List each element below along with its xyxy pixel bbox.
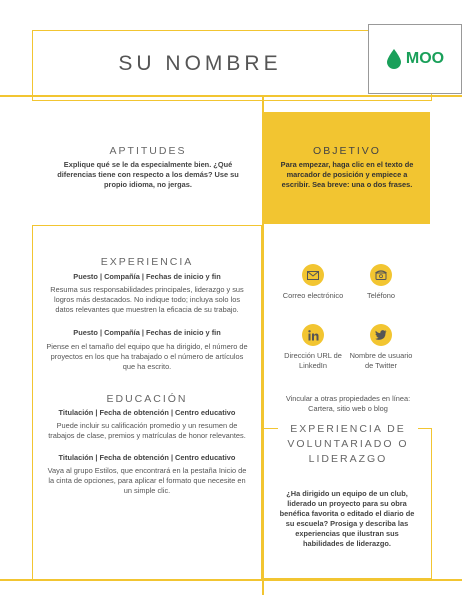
aptitudes-text: Explique qué se le da especialmente bien. ¿Qué diferencias tiene con respecto a los demás? Use su propio idioma, no jergas.: [57, 160, 239, 189]
email-label: Correo electrónico: [282, 291, 344, 300]
aptitudes-title: APTITUDES: [109, 145, 187, 157]
volunteer-text: ¿Ha dirigido un equipo de un club, liderado un proyecto para su obra benéfica favorita o editado el diario de su escuela? Prosiga y describa las experiencias que ilustran sus habilidades de liderazgo.: [279, 489, 415, 548]
experience-title: EXPERIENCIA: [100, 256, 194, 268]
page-title: SU NOMBRE: [118, 52, 282, 75]
phone-icon[interactable]: [370, 264, 392, 286]
job-2-text: Piense en el tamaño del equipo que ha dirigido, el número de proyectos en los que ha trabajado o el número de artículos que ha escrito.: [46, 342, 248, 371]
education-2-header: Titulación | Fecha de obtención | Centro educativo: [58, 453, 236, 462]
email-icon[interactable]: [302, 264, 324, 286]
logo-text: MOO: [405, 50, 445, 67]
twitter-label: Nombre de usuario de Twitter: [349, 351, 413, 370]
education-1-text: Puede incluir su calificación promedio y un resumen de trabajos de clase, premios y matrículas de honor relevantes.: [48, 421, 246, 440]
education-1-header: Titulación | Fecha de obtención | Centro educativo: [58, 408, 236, 417]
logo-box: [368, 24, 462, 94]
moo-drop-icon: [386, 49, 402, 69]
education-title: EDUCACIÓN: [106, 393, 188, 405]
volunteer-title: EXPERIENCIA DE VOLUNTARIADO O LIDERAZGO: [278, 422, 418, 467]
job-1-header: Puesto | Compañía | Fechas de inicio y fin: [73, 272, 221, 281]
job-2-header: Puesto | Compañía | Fechas de inicio y fin: [73, 328, 221, 337]
linkedin-label: Dirección URL de LinkedIn: [284, 351, 342, 370]
objective-text: Para empezar, haga clic en el texto de marcador de posición y empiece a escribir. Sea breve: una o dos frases.: [280, 160, 414, 189]
online-links-note: Vincular a otras propiedades en línea: Cartera, sitio web o blog: [285, 394, 411, 413]
bottom-line: [0, 579, 462, 581]
education-2-text: Vaya al grupo Estilos, que encontrará en la pestaña Inicio de la cinta de opciones, para aplicar el formato que necesite en un simple clic.: [47, 466, 247, 495]
phone-label: Teléfono: [367, 291, 395, 300]
header-bottom-line: [0, 95, 462, 97]
linkedin-icon[interactable]: [302, 324, 324, 346]
objective-title: OBJETIVO: [313, 145, 381, 157]
twitter-icon[interactable]: [370, 324, 392, 346]
job-1-text: Resuma sus responsabilidades principales, liderazgo y sus logros más destacados. No indique todo; incluya solo los datos relevantes que muestren la eficacia de su trabajo.: [50, 285, 244, 314]
